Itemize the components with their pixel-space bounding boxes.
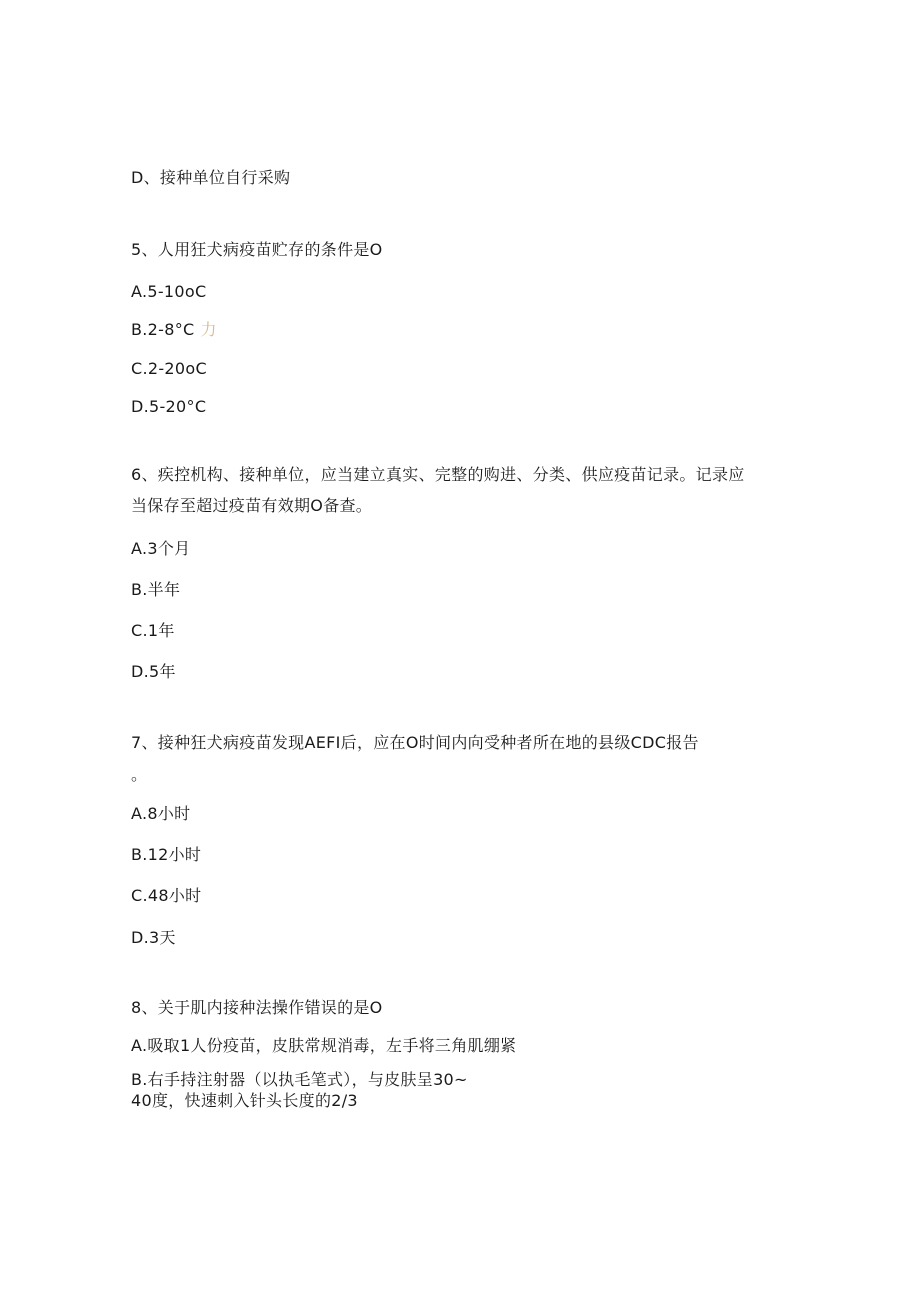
question-7-option-b: B.12小时 <box>131 845 202 864</box>
prev-option-d: D、接种单位自行采购 <box>131 168 291 187</box>
handwritten-mark: 力 <box>200 320 217 339</box>
question-5-option-b <box>131 320 217 340</box>
question-8-stem: 8、关于肌内接种法操作错误的是O <box>131 998 383 1017</box>
question-6-stem-line1: 6、疾控机构、接种单位，应当建立真实、完整的购进、分类、供应疫苗记录。记录应 <box>131 465 745 484</box>
option-text: B.2-8°C <box>131 320 195 339</box>
question-6-stem-line2: 当保存至超过疫苗有效期O备查。 <box>131 496 373 515</box>
question-7-stem-line2: 。 <box>131 765 148 784</box>
question-7-option-c: C.48小时 <box>131 886 202 905</box>
question-5-option-c: C.2-20oC <box>131 359 207 378</box>
question-6-option-d: D.5年 <box>131 662 176 681</box>
question-6-option-c: C.1年 <box>131 621 175 640</box>
question-6-option-a: A.3个月 <box>131 539 191 558</box>
question-7-option-a: A.8小时 <box>131 804 191 823</box>
question-8-option-b-line2: 40度，快速刺入针头长度的2/3 <box>131 1091 358 1110</box>
question-8-option-b-line1: B.右手持注射器（以执毛笔式），与皮肤呈30~ <box>131 1070 468 1089</box>
question-7-stem-line1: 7、接种狂犬病疫苗发现AEFI后，应在O时间内向受种者所在地的县级CDC报告 <box>131 733 699 752</box>
question-5-stem: 5、人用狂犬病疫苗贮存的条件是O <box>131 240 383 259</box>
question-8-option-a: A.吸取1人份疫苗，皮肤常规消毒，左手将三角肌绷紧 <box>131 1036 517 1055</box>
question-6-option-b: B.半年 <box>131 580 181 599</box>
question-5-option-a: A.5-10oC <box>131 282 207 301</box>
question-5-option-d: D.5-20°C <box>131 397 207 416</box>
question-7-option-d: D.3天 <box>131 928 176 947</box>
